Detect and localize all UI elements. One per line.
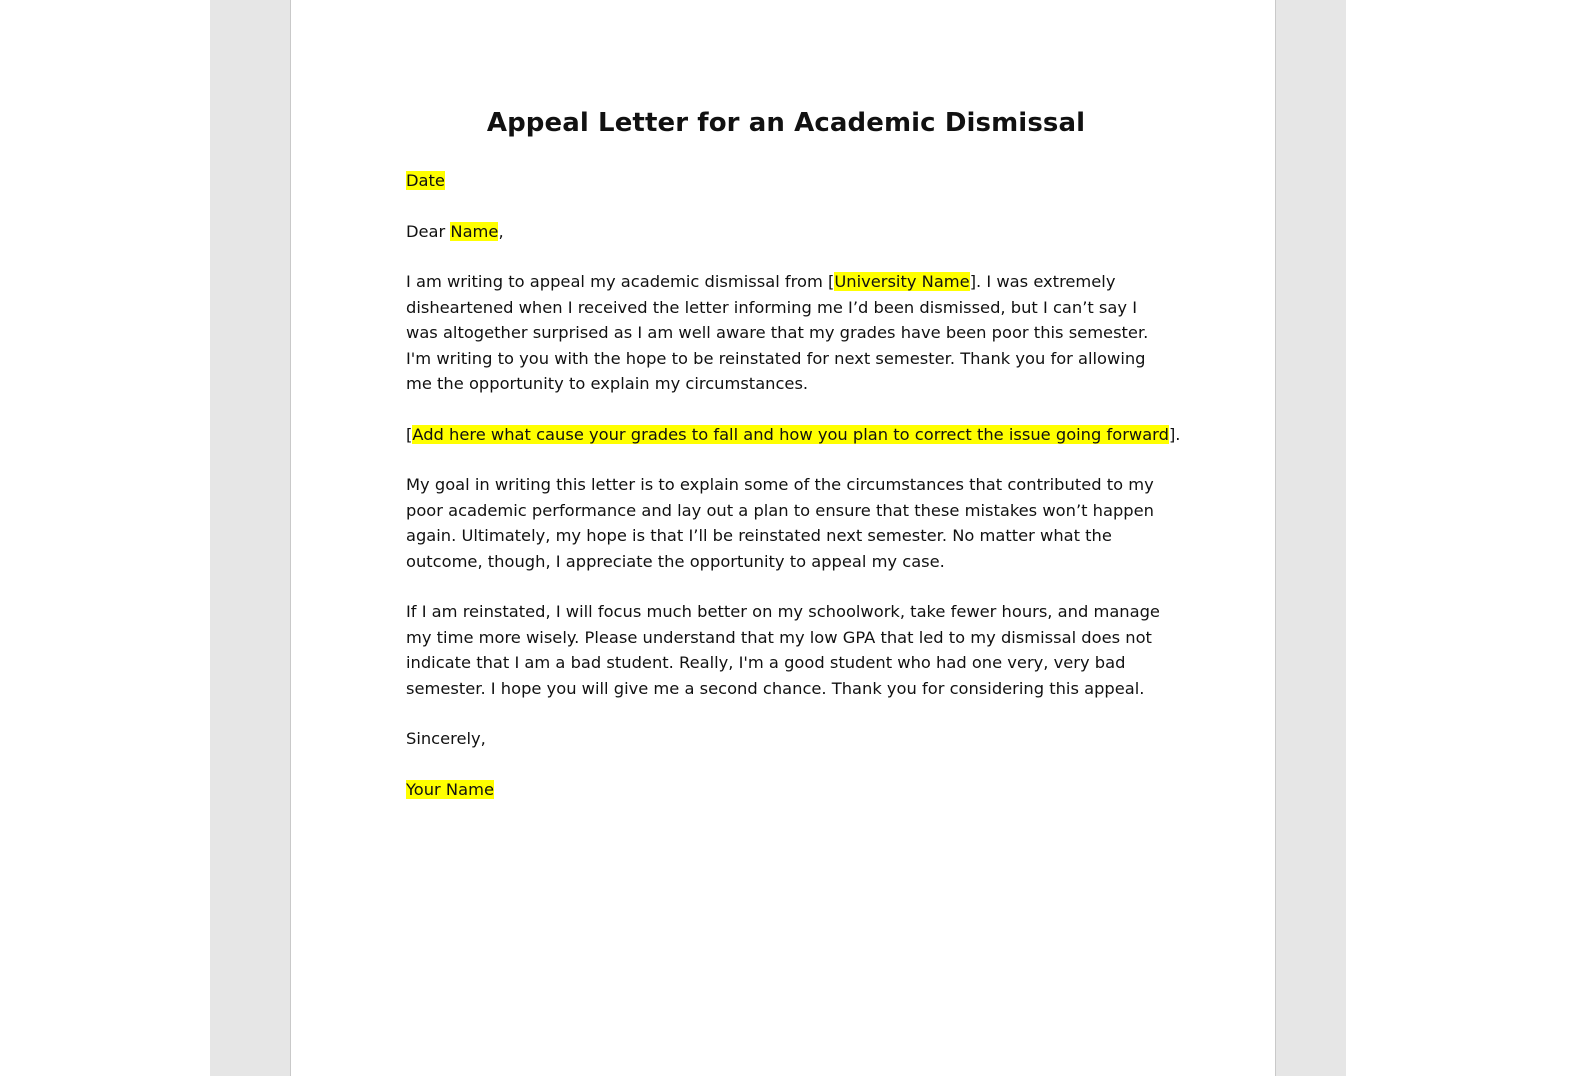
university-name-placeholder[interactable]: University Name: [834, 272, 970, 291]
date-placeholder[interactable]: Date: [406, 171, 445, 190]
reason-placeholder[interactable]: Add here what cause your grades to fall and how you plan to correct the issue going forward: [412, 424, 1169, 444]
salutation-prefix: Dear: [406, 221, 451, 241]
paragraph-reason-after: ].: [1168, 424, 1181, 444]
recipient-name-placeholder[interactable]: Name: [450, 221, 499, 241]
salutation: [406, 219, 1166, 245]
signature-line: [406, 777, 1166, 803]
salutation-suffix: ,: [498, 221, 504, 241]
document-page[interactable]: [290, 0, 1276, 1076]
paragraph-reason-before: [: [406, 424, 413, 444]
paragraph-intro-after: ]. I was extremely disheartened when I received the letter informing me I’d been dismissed, but I can’t say I was altogether surprised as I am well aware that my grades have been poor this semester. I'm writing to you with the hope to be reinstated for next semester. Thank you for allowing me the opportunity to explain my circumstances.: [406, 272, 1149, 393]
paragraph-intro: [406, 269, 1166, 397]
paragraph-goal: My goal in writing this letter is to explain some of the circumstances that contributed to my poor academic performance and lay out a plan to ensure that these mistakes won’t happen again. Ultimately, my hope is that I’ll be reinstated next semester. No matter what the outcome, though, I appreciate the opportunity to appeal my case.: [406, 475, 1154, 571]
document-body: [406, 104, 1181, 827]
paragraph-plan: If I am reinstated, I will focus much better on my schoolwork, take fewer hours, and manage my time more wisely. Please understand that my low GPA that led to my dismissal does not indicate that I am a bad student. Really, I'm a good student who had one very, very bad semester. I hope you will give me a second chance. Thank you for considering this appeal.: [406, 602, 1160, 698]
page-title: Appeal Letter for an Academic Dismissal: [486, 108, 1086, 138]
signature-placeholder[interactable]: Your Name: [406, 779, 494, 799]
paragraph-intro-before: I am writing to appeal my academic dismissal from [: [406, 272, 835, 291]
date-line: [406, 168, 1166, 194]
closing: Sincerely,: [406, 729, 486, 748]
paragraph-reason: [406, 422, 1181, 448]
